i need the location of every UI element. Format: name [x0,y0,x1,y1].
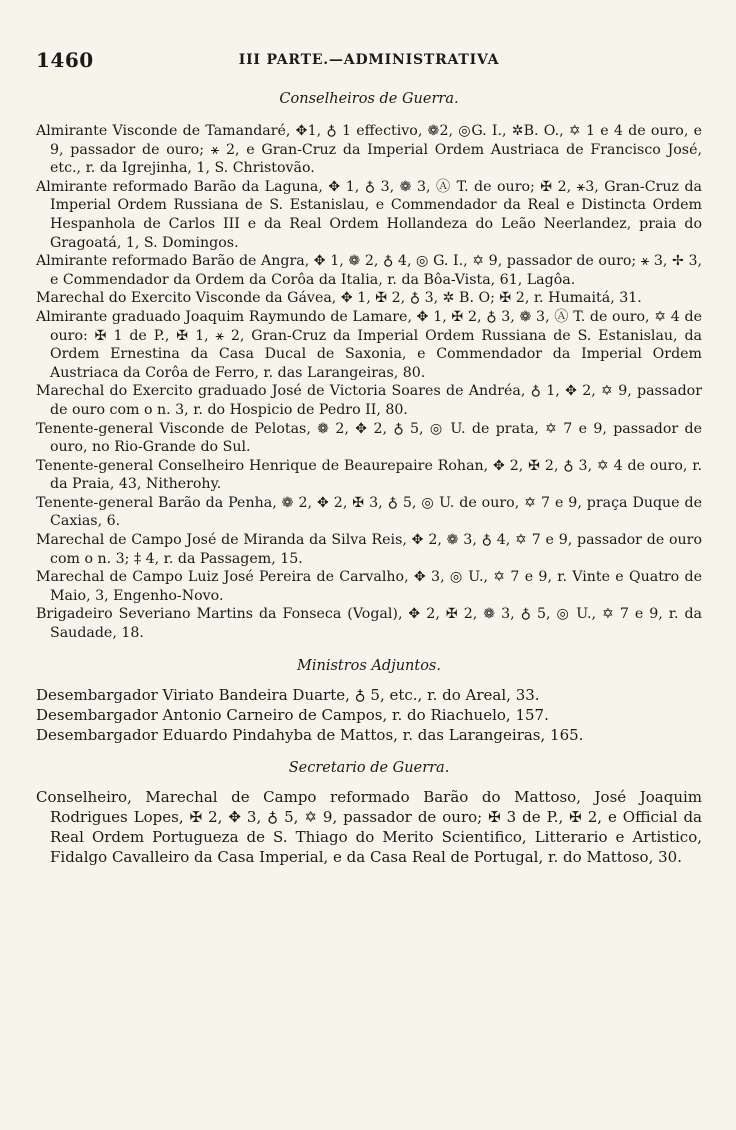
entry-angra: Almirante reformado Barão de Angra, ✥ 1, ❁ 2, ♁ 4, ◎ G. I., ✡ 9, passador de ouro; ⚹ 3, ✢ 3, e Commendador da Ordem da Corôa da Italia, r. da Bôa-Vista, 61, Lagôa. [36,253,702,288]
entry-pelotas: Tenente-general Visconde de Pelotas, ❁ 2, ✥ 2, ♁ 5, ◎ U. de prata, ✡ 7 e 9, passador de ouro, no Rio-Grande do Sul. [36,420,702,456]
section-title-secretario: Secretario de Guerra. [288,759,450,776]
entry-miranda: Marechal de Campo José de Miranda da Silva Reis, ✥ 2, ❁ 3, ♁ 4, ✡ 7 e 9, passador de ouro com o n. 3; ‡ 4, r. da Passagem, 15. [36,532,702,567]
entry-tamandare: Almirante Visconde de Tamandaré, ✥1, ♁ 1 effectivo, ❁2, ◎G. I., ✲B. O., ✡ 1 e 4 de ouro, e 9, passador de ouro; ⚹ 2, e Gran-Cruz da Imperial Ordem Austriaca de Francisco José, etc., r. da Igrejinha, 1, S. Christovão. [36,123,702,177]
entry-mattoso: Conselheiro, Marechal de Campo reformado Barão do Mattoso, José Joaquim Rodrigues Lopes, ✠ 2, ✥ 3, ♁ 5, ✡ 9, passador de ouro; ✠ 3 de P., ✠ 2, e Official da Real Ordem Portugueza de S. Thiago do Merito Scientifico, Litterario e Artistico, Fidalgo Cavalleiro da Casa Imperial, e da Casa Real de Portugal, r. do Mattoso, 30. [36,787,702,866]
entry-andrea: Marechal do Exercito graduado José de Victoria Soares de Andréa, ♁ 1, ✥ 2, ✡ 9, passador de ouro com o n. 3, r. do Hospicio de Pedro II, 80. [36,383,702,418]
section-title-conselheiros: Conselheiros de Guerra. [279,91,459,107]
page-number: 1460 [36,48,94,72]
entry-beaurepaire: Tenente-general Conselheiro Henrique de Beaurepaire Rohan, ✥ 2, ✠ 2, ♁ 3, ✡ 4 de ouro, r. da Praia, 43, Nitherohy. [36,457,702,493]
entry-gavea: Marechal do Exercito Visconde da Gávea, ✥ 1, ✠ 2, ♁ 3, ✲ B. O; ✠ 2, r. Humaitá, 31. [36,290,642,307]
entry-penha: Tenente-general Barão da Penha, ❁ 2, ✥ 2, ✠ 3, ♁ 5, ◎ U. de ouro, ✡ 7 e 9, praça Duque de Caxias, 6. [36,494,702,530]
entry-carvalho: Marechal de Campo Luiz José Pereira de Carvalho, ✥ 3, ◎ U., ✡ 7 e 9, r. Vinte e Quatro de Maio, 3, Engenho-Novo. [36,569,702,604]
entry-mattos: Desembargador Eduardo Pindahyba de Mattos, r. das Larangeiras, 165. [36,725,584,744]
entry-fonseca: Brigadeiro Severiano Martins da Fonseca (Vogal), ✥ 2, ✠ 2, ❁ 3, ♁ 5, ◎ U., ✡ 7 e 9, r. da Saudade, 18. [36,606,702,642]
entry-duarte: Desembargador Viriato Bandeira Duarte, ♁ 5, etc., r. do Areal, 33. [36,685,540,704]
running-title: III PARTE.—ADMINISTRATIVA [238,52,500,68]
entry-lamare: Almirante graduado Joaquim Raymundo de Lamare, ✥ 1, ✠ 2, ♁ 3, ❁ 3, Ⓐ T. de ouro, ✡ 4 de ouro: ✠ 1 de P., ✠ 1, ⚹ 2, Gran-Cruz da Imperial Ordem Russiana de S. Estanislau, da Ordem Ernestina da Casa Ducal de Saxonia, e Commendador da Imperial Ordem Austriaca da Corôa de Ferro, r. das Larangeiras, 80. [36,308,702,381]
running-header [36,48,702,78]
entry-laguna: Almirante reformado Barão da Laguna, ✥ 1, ♁ 3, ❁ 3, Ⓐ T. de ouro; ✠ 2, ⚹3, Gran-Cruz da Imperial Ordem Russiana de S. Estanislau, e Commendador da Real e Distincta Ordem Hespanhola de Carlos III e da Real Ordem Hollandeza do Leão Neerlandez, praia do Gragoatá, 1, S. Domingos. [36,178,702,251]
entry-campos: Desembargador Antonio Carneiro de Campos, r. do Riachuelo, 157. [36,705,549,724]
section-title-ministros: Ministros Adjuntos. [297,657,441,674]
